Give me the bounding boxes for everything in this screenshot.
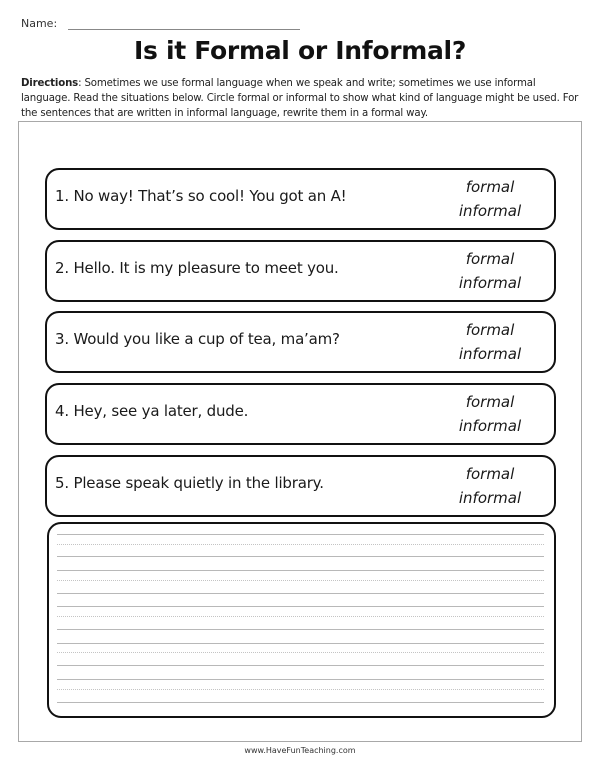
handwriting-mid-line	[57, 689, 544, 690]
sentence-box-4	[45, 383, 556, 445]
handwriting-mid-line	[57, 580, 544, 581]
directions-label: Directions	[21, 78, 79, 89]
sentence-box-1	[45, 168, 556, 230]
sentence-box-5	[45, 455, 556, 517]
handwriting-top-line	[57, 570, 544, 571]
directions-text: : Sometimes we use formal language when we speak and write; sometimes we use informal language. Read the situations below. Circle formal or informal to show what kind of language might be used. For the sentences that are written in informal language, rewrite them in a formal way.	[21, 78, 579, 119]
choice-group	[450, 175, 530, 223]
handwriting-top-line	[57, 679, 544, 680]
footer-site-link: www.HaveFunTeaching.com	[244, 746, 356, 755]
handwriting-mid-line	[57, 544, 544, 545]
handwriting-mid-line	[57, 616, 544, 617]
sentence-text: 1. No way! That’s so cool! You got an A!	[55, 187, 347, 205]
handwriting-top-line	[57, 534, 544, 535]
choice-formal[interactable]: formal	[465, 393, 515, 411]
choice-formal[interactable]: formal	[465, 250, 515, 268]
sentence-text: 5. Please speak quietly in the library.	[55, 474, 324, 492]
handwriting-top-line	[57, 643, 544, 644]
handwriting-base-line	[57, 556, 544, 557]
sentence-text: 3. Would you like a cup of tea, ma’am?	[55, 330, 340, 348]
handwriting-top-line	[57, 606, 544, 607]
directions	[21, 76, 586, 121]
choice-formal[interactable]: formal	[465, 178, 515, 196]
handwriting-base-line	[57, 665, 544, 666]
handwriting-mid-line	[57, 652, 544, 653]
rewrite-writing-area[interactable]	[47, 522, 556, 718]
handwriting-base-line	[57, 593, 544, 594]
choice-informal[interactable]: informal	[458, 345, 522, 363]
page-title: Is it Formal or Informal?	[133, 36, 467, 65]
sentence-box-2	[45, 240, 556, 302]
sentence-text: 2. Hello. It is my pleasure to meet you.	[55, 259, 339, 277]
choice-informal[interactable]: informal	[458, 202, 522, 220]
sentence-box-3	[45, 311, 556, 373]
choice-formal[interactable]: formal	[465, 321, 515, 339]
choice-informal[interactable]: informal	[458, 417, 522, 435]
choice-formal[interactable]: formal	[465, 465, 515, 483]
choice-group	[450, 247, 530, 295]
handwriting-base-line	[57, 629, 544, 630]
choice-group	[450, 318, 530, 366]
choice-group	[450, 390, 530, 438]
sentence-text: 4. Hey, see ya later, dude.	[55, 402, 249, 420]
choice-informal[interactable]: informal	[458, 489, 522, 507]
choice-informal[interactable]: informal	[458, 274, 522, 292]
choice-group	[450, 462, 530, 510]
handwriting-base-line	[57, 702, 544, 703]
name-write-line[interactable]	[68, 29, 300, 30]
name-label: Name:	[21, 17, 58, 30]
